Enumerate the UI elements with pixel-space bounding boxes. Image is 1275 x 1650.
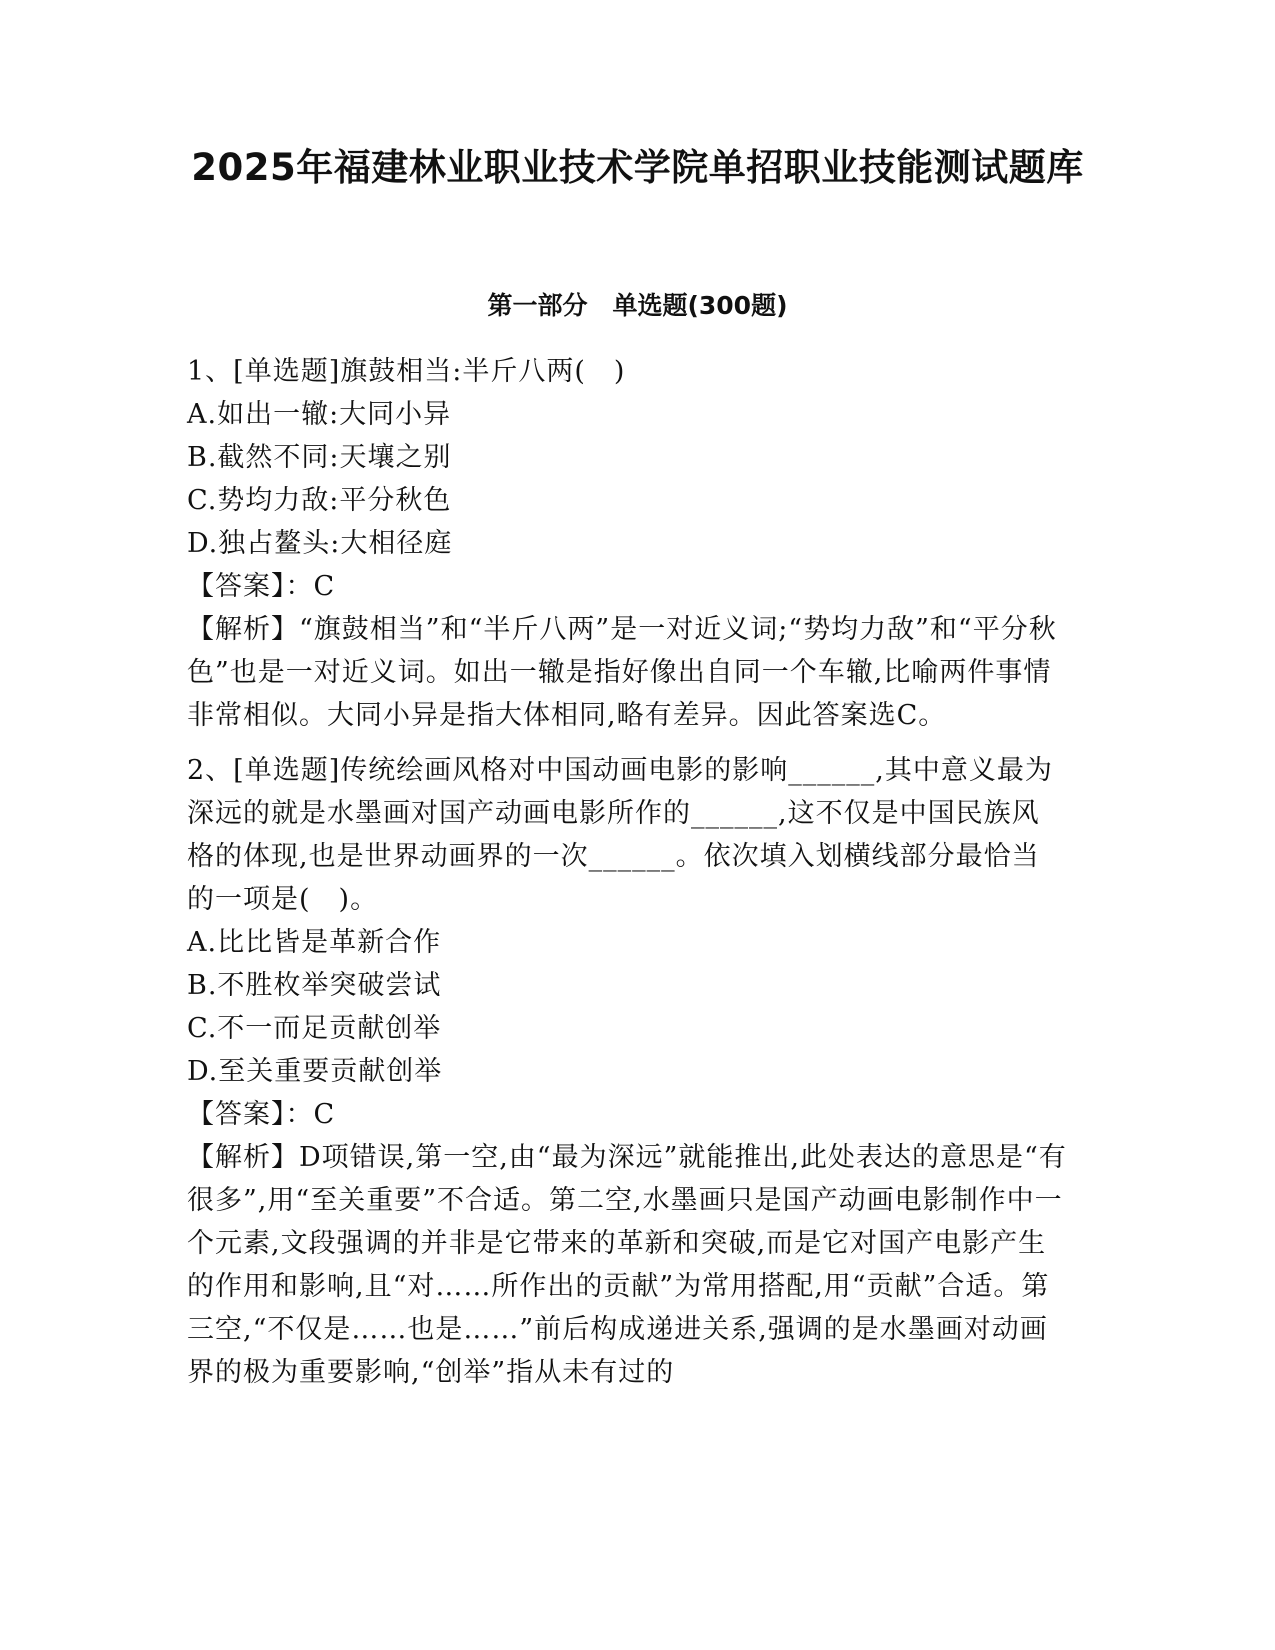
option-c: C.势均力敌:平分秋色 <box>187 485 452 516</box>
option-c: C.不一而足贡献创举 <box>187 1013 442 1044</box>
option-b: B.不胜枚举突破尝试 <box>187 970 442 1001</box>
analysis-text: 【解析】D项错误,第一空,由“最为深远”就能推出,此处表达的意思是“有很多”,用“至关重要”不合适。第二空,水墨画只是国产动画电影制作中一个元素,文段强调的并非是它带来的革新和突破,而是它对国产电影产生的作用和影响,且“对……所作出的贡献”为常用搭配,用“贡献”合适。第三空,“不仅是……也是……”前后构成递进关系,强调的是水墨画对动画界的极为重要影响,“创举”指从未有过的 <box>187 1142 1067 1388</box>
option-b: B.截然不同:天壤之别 <box>187 442 452 473</box>
option-a: A.比比皆是革新合作 <box>187 927 442 958</box>
document-title: 2025年福建林业职业技术学院单招职业技能测试题库 <box>191 146 1084 189</box>
question-list <box>187 350 1067 1406</box>
option-a: A.如出一辙:大同小异 <box>187 399 452 430</box>
answer-line: 【答案】：C <box>187 1099 336 1130</box>
analysis-text: 【解析】“旗鼓相当”和“半斤八两”是一对近义词;“势均力敌”和“平分秋色”也是一对近义词。如出一辙是指好像出自同一个车辙,比喻两件事情非常相似。大同小异是指大体相同,略有差异。因此答案选C。 <box>187 614 1057 731</box>
answer-line: 【答案】：C <box>187 571 336 602</box>
question-stem: 2、[单选题]传统绘画风格对中国动画电影的影响______,其中意义最为深远的就是水墨画对国产动画电影所作的______,这不仅是中国民族风格的体现,也是世界动画界的一次______。依次填入划横线部分最恰当的一项是( )。 <box>187 755 1053 915</box>
option-d: D.至关重要贡献创举 <box>187 1056 443 1087</box>
question-stem: 1、[单选题]旗鼓相当:半斤八两( ) <box>187 356 626 387</box>
question-item <box>187 749 1067 1394</box>
section-title: 第一部分 单选题(300题) <box>487 291 788 320</box>
question-item <box>187 350 1067 737</box>
option-d: D.独占鳌头:大相径庭 <box>187 528 453 559</box>
